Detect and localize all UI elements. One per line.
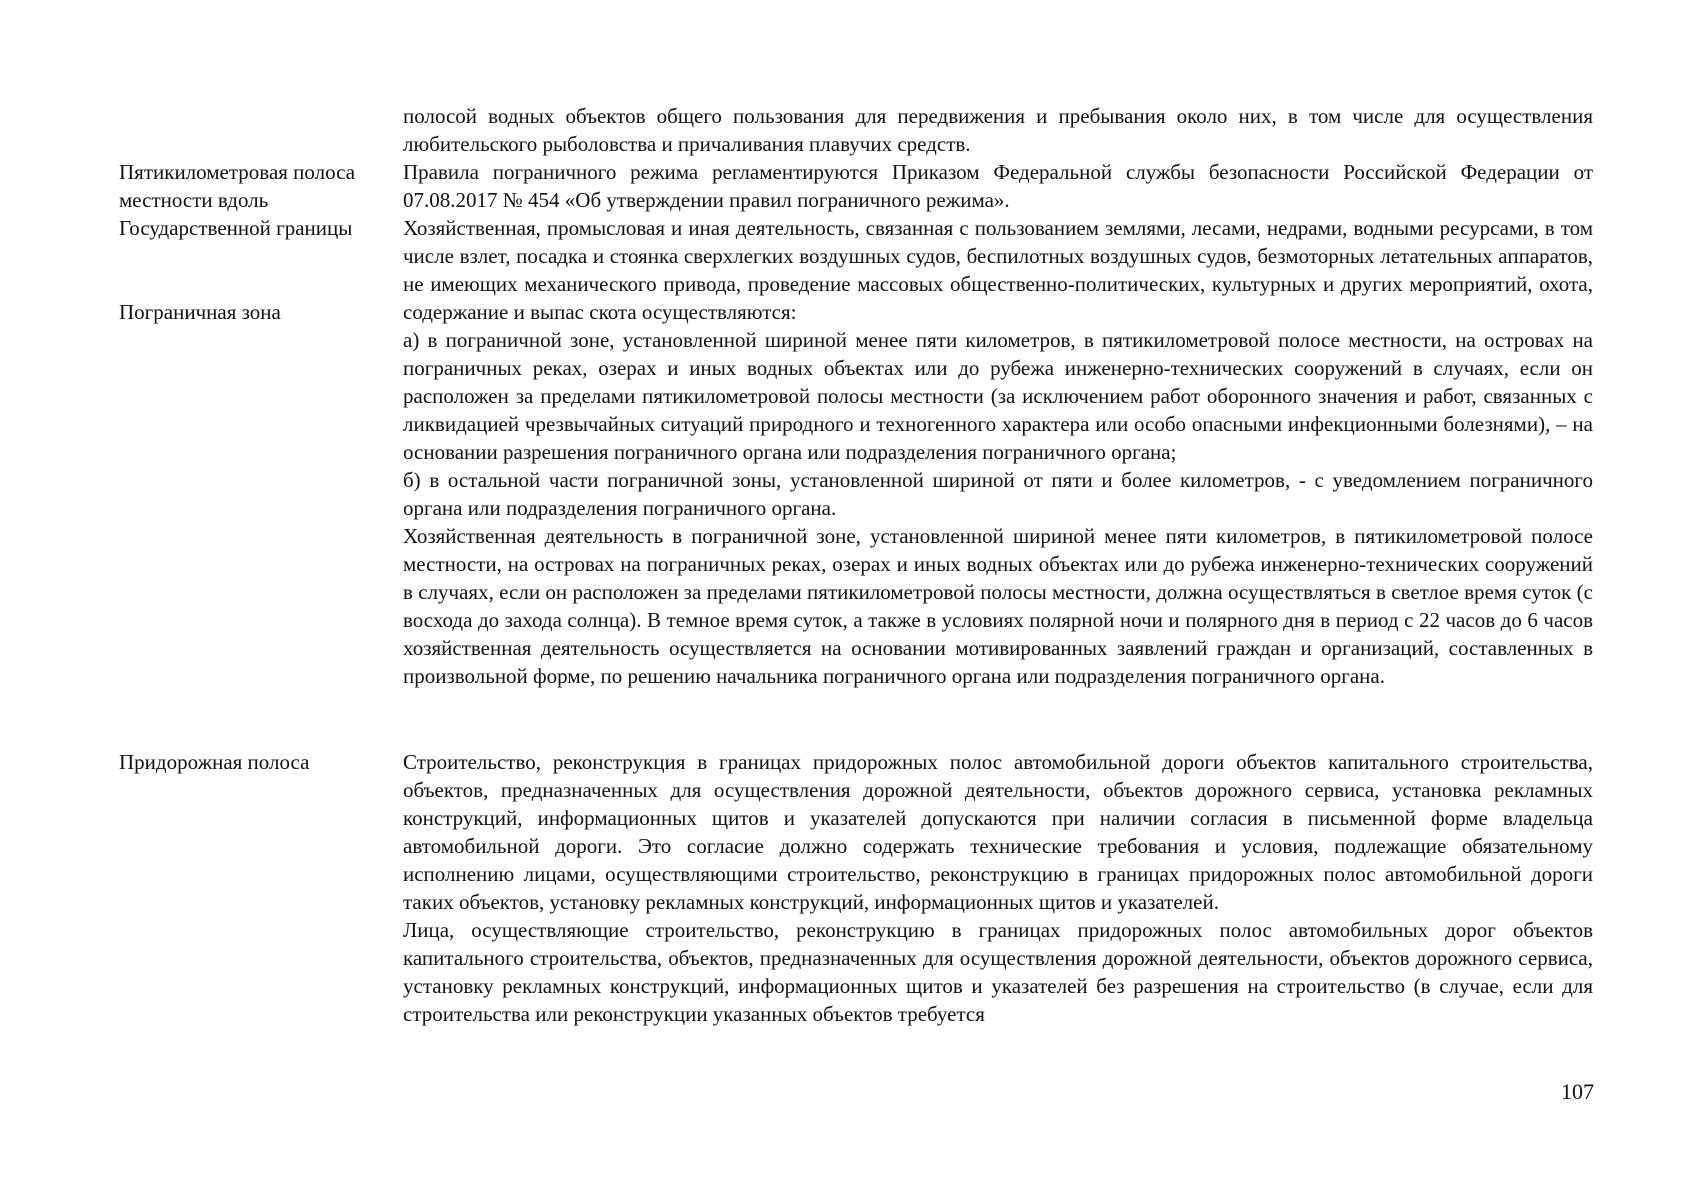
row-text-border-zone <box>403 326 1593 690</box>
row-label-border-zone: Пограничная зона <box>119 300 281 324</box>
paragraph: Хозяйственная деятельность в пограничной зоне, установленной шириной менее пяти километров, в пятикилометровой полосе местности, на островах на пограничных реках, озерах и иных водных объектах или до рубежа инженерно-технических сооружений в случаях, если он расположен за пределами пятикилометровой полосы местности, должна осуществляться в светлое время суток (с восхода до захода солнца). В темное время суток, а также в условиях полярной ночи и полярного дня в период с 22 часов до 6 часов хозяйственная деятельность осуществляется на основании мотивированных заявлений граждан и организаций, составленных в произвольной форме, по решению начальника пограничного органа или подразделения пограничного органа. <box>403 524 1593 688</box>
paragraph: полосой водных объектов общего пользования для передвижения и пребывания около них, в том числе для осуществления любительского рыболовства и причаливания плавучих средств. <box>403 104 1593 156</box>
page-number: 107 <box>1561 1079 1594 1104</box>
paragraph: б) в остальной части пограничной зоны, установленной шириной от пяти и более километров, - с уведомлением пограничного органа или подразделения пограничного органа. <box>403 468 1593 520</box>
paragraph: Хозяйственная, промысловая и иная деятельность, связанная с пользованием землями, лесами, недрами, водными ресурсами, в том числе взлет, посадка и стоянка сверхлегких воздушных судов, беспилотных воздушных судов, безмоторных летательных аппаратов, не имеющих механического привода, проведение массовых общественно-политических, культурных и других мероприятий, охота, содержание и выпас скота осуществляются: <box>403 216 1593 324</box>
paragraph: Правила пограничного режима регламентируются Приказом Федеральной службы безопасности Российской Федерации от 07.08.2017 № 454 «Об утверждении правил пограничного режима». <box>403 160 1593 212</box>
paragraph: Лица, осуществляющие строительство, реконструкцию в границах придорожных полос автомобильных дорог объектов капитального строительства, объектов, предназначенных для осуществления дорожной деятельности, объектов дорожного сервиса, установку рекламных конструкций, информационных щитов и указателей без разрешения на строительство (в случае, если для строительства или реконструкции указанных объектов требуется <box>403 918 1593 1026</box>
paragraph: а) в пограничной зоне, установленной шириной менее пяти километров, в пятикилометровой полосе местности, на островах на пограничных реках, озерах и иных водных объектах или до рубежа инженерно-технических сооружений в случаях, если он расположен за пределами пятикилометровой полосы местности (за исключением работ оборонного значения и работ, связанных с ликвидацией чрезвычайных ситуаций природного и техногенного характера или особо опасными инфекционными болезнями), – на основании разрешения пограничного органа или подразделения пограничного органа; <box>403 328 1593 464</box>
row-text-roadside-strip <box>403 748 1593 1028</box>
row-label-roadside-strip: Придорожная полоса <box>119 750 310 774</box>
continuation-text <box>403 102 1593 158</box>
row-text-five-km-strip <box>403 158 1593 326</box>
row-label-five-km-strip: Пятикилометровая полоса местности вдоль Государственной границы <box>119 160 356 240</box>
paragraph: Строительство, реконструкция в границах придорожных полос автомобильной дороги объектов капитального строительства, объектов, предназначенных для осуществления дорожной деятельности, объектов дорожного сервиса, установка рекламных конструкций, информационных щитов и указателей допускаются при наличии согласия в письменной форме владельца автомобильной дороги. Это согласие должно содержать технические требования и условия, подлежащие обязательному исполнению лицами, осуществляющими строительство, реконструкцию в границах придорожных полос автомобильной дороги таких объектов, установку рекламных конструкций, информационных щитов и указателей. <box>403 750 1593 914</box>
